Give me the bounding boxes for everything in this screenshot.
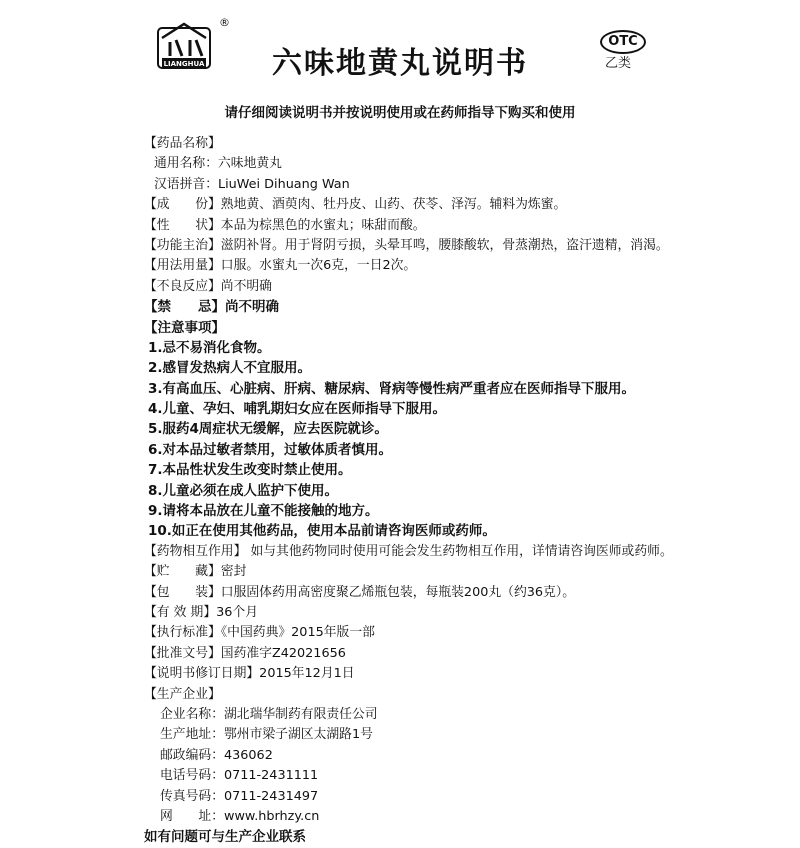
registered-mark: ® [219, 16, 230, 29]
package-row [144, 583, 784, 603]
storage-label: 【贮 藏】 [144, 564, 221, 580]
dosage-value: 口服。水蜜丸一次6克，一日2次。 [220, 258, 417, 274]
contra-row [144, 297, 784, 317]
precaution-item: 7.本品性状发生改变时禁止使用。 [148, 462, 352, 479]
ingredients-value: 熟地黄、酒萸肉、牡丹皮、山药、茯苓、泽泻。辅料为炼蜜。 [220, 197, 567, 213]
address-label: 生产地址： [160, 727, 224, 743]
precaution-item: 2.感冒发热病人不宜服用。 [148, 360, 312, 377]
fax-label: 传真号码： [160, 788, 224, 804]
precaution-item: 4.儿童、孕妇、哺乳期妇女应在医师指导下服用。 [148, 401, 447, 418]
interactions-label: 【药物相互作用】 [144, 543, 247, 559]
pinyin-label: 汉语拼音： [154, 176, 218, 192]
section-drug-name-title: 【药品名称】 [144, 136, 221, 151]
precaution-item: 8.儿童必须在成人监护下使用。 [148, 482, 339, 499]
precaution-item: 10.如正在使用其他药品，使用本品前请咨询医师或药师。 [148, 523, 496, 540]
validity-label: 【有 效 期】 [144, 604, 217, 620]
otc-class: 乙类 [605, 56, 632, 71]
precaution-item: 3.有高血压、心脏病、肝病、糖尿病、肾病等慢性病严重者应在医师指导下服用。 [148, 380, 636, 397]
indications-label: 【功能主治】 [144, 237, 221, 253]
standard-value: 《中国药典》2015年版一部 [220, 625, 375, 641]
precaution-item: 9.请将本品放在儿童不能接触的地方。 [148, 503, 379, 520]
standard-row [144, 623, 784, 643]
footer-note: 如有问题可与生产企业联系 [144, 829, 306, 846]
phone-row [144, 766, 784, 786]
page-title: 六味地黄丸说明书 [272, 46, 528, 81]
revision-row [144, 664, 784, 684]
approval-row [144, 644, 784, 664]
validity-row [144, 603, 784, 623]
revision-value: 2015年12月1日 [259, 666, 355, 682]
website-value: www.hbrhzy.cn [223, 808, 320, 824]
website-label: 网 址： [160, 808, 224, 824]
storage-value: 密封 [220, 564, 247, 580]
validity-value: 36个月 [216, 604, 259, 620]
otc-badge: OTC [600, 30, 646, 54]
logo-text: LIANGHUA [163, 60, 205, 68]
contra-value: 尚不明确 [225, 299, 279, 316]
approval-value: 国药准字Z42021656 [220, 645, 346, 661]
dosage-row [144, 256, 784, 276]
website-row [144, 807, 784, 827]
generic-name-value: 六味地黄丸 [217, 156, 282, 172]
character-value: 本品为棕黑色的水蜜丸；味甜而酸。 [220, 217, 426, 233]
precaution-item: 1.忌不易消化食物。 [148, 339, 271, 356]
company-name-label: 企业名称： [160, 706, 224, 722]
company-name-row [144, 705, 784, 725]
fax-row [144, 787, 784, 807]
phone-label: 电话号码： [160, 768, 224, 784]
indications-value: 滋阴补肾。用于肾阴亏损，头晕耳鸣，腰膝酸软，骨蒸潮热，盗汗遗精，消渴。 [220, 237, 669, 253]
phone-value: 0711-2431111 [223, 768, 319, 784]
interactions-value: 如与其他药物同时使用可能会发生药物相互作用，详情请咨询医师或药师。 [246, 543, 673, 559]
revision-label: 【说明书修订日期】 [144, 666, 260, 682]
precaution-item: 5.服药4周症状无缓解，应去医院就诊。 [148, 421, 388, 438]
manufacturer-title: 【生产企业】 [144, 686, 221, 702]
address-row [144, 725, 784, 745]
adverse-row [144, 277, 784, 297]
fax-value: 0711-2431497 [223, 788, 319, 804]
address-value: 鄂州市梁子湖区太湖路1号 [223, 727, 373, 743]
ingredients-label: 【成 份】 [144, 197, 221, 213]
leaflet-body [144, 134, 784, 848]
character-label: 【性 状】 [144, 217, 221, 233]
postcode-value: 436062 [223, 747, 273, 763]
pinyin-row [144, 175, 784, 195]
postcode-row [144, 746, 784, 766]
ingredients-row [144, 195, 784, 215]
approval-label: 【批准文号】 [144, 645, 221, 661]
interactions-row [144, 542, 784, 562]
package-label: 【包 装】 [144, 584, 221, 600]
subtitle: 请仔细阅读说明书并按说明使用或在药师指导下购买和使用 [224, 105, 576, 121]
contra-label: 【禁 忌】 [144, 299, 225, 316]
package-value: 口服固体药用高密度聚乙烯瓶包装，每瓶装200丸（约36克）。 [220, 584, 576, 600]
standard-label: 【执行标准】 [144, 625, 221, 641]
company-name-value: 湖北瑞华制药有限责任公司 [223, 706, 378, 722]
adverse-value: 尚不明确 [220, 278, 272, 294]
dosage-label: 【用法用量】 [144, 258, 221, 274]
pinyin-value: LiuWei Dihuang Wan [217, 176, 350, 192]
indications-row [144, 236, 784, 256]
precaution-item: 6.对本品过敏者禁用，过敏体质者慎用。 [148, 441, 393, 458]
storage-row [144, 562, 784, 582]
generic-name-label: 通用名称： [154, 156, 218, 172]
postcode-label: 邮政编码： [160, 747, 224, 763]
character-row [144, 216, 784, 236]
generic-name-row [144, 154, 784, 174]
adverse-label: 【不良反应】 [144, 278, 221, 294]
precautions-title: 【注意事项】 [144, 319, 225, 336]
